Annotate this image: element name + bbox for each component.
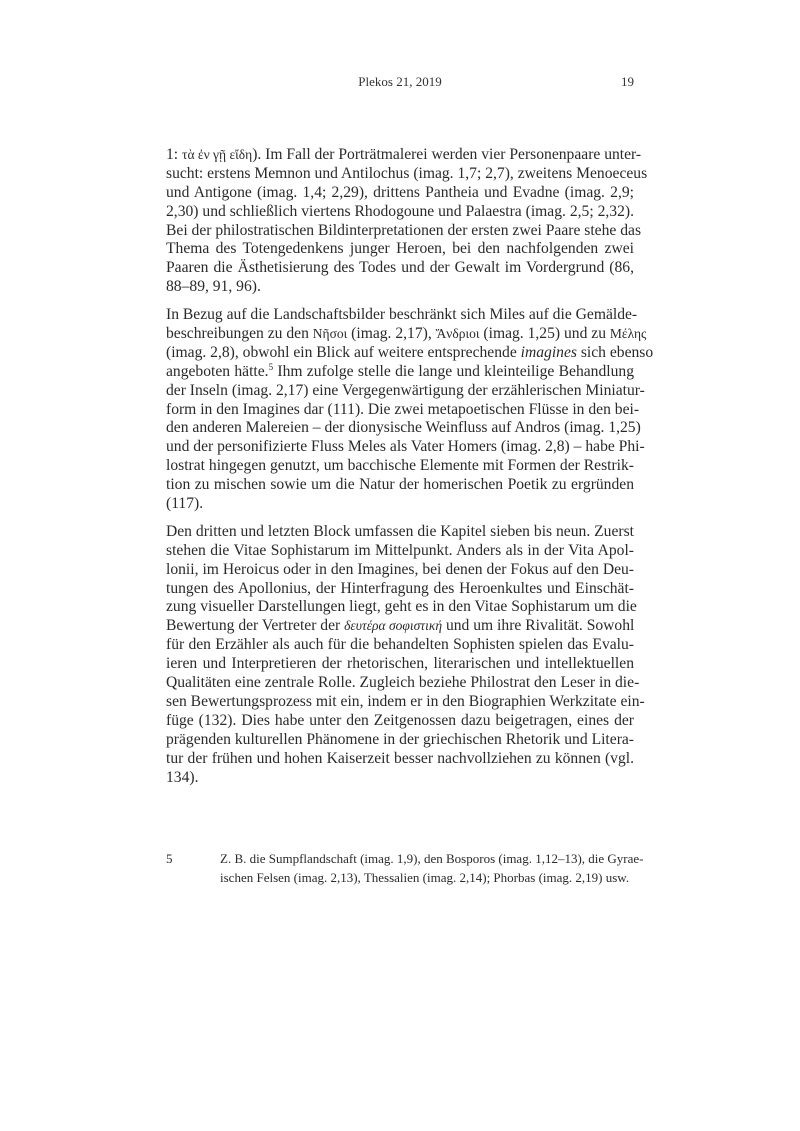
text-segment: Bewertung der Vertreter der [166,617,345,635]
text-line [166,542,634,561]
text-segment: den anderen Malereien – der dionysische Weinfluss auf Andros (imag. 1,25) [166,419,641,437]
text-segment: zung visueller Darstellungen liegt, geht es in den Vitae Sophistarum um die [166,598,637,616]
text-segment: Ihm zufolge stelle die lange und kleinteilige Behandlung [273,362,634,380]
text-segment: Bei der philostratischen Bildinterpretationen der ersten zwei Paare stehe das [166,221,642,239]
footnote-number: 5 [166,851,173,866]
text-segment: (117). [166,495,204,513]
text-line [166,495,634,514]
text-line [166,750,634,769]
text-line [166,655,634,674]
text-segment: (imag. 1,25) und zu [479,325,610,343]
text-segment: prägenden kulturellen Phänomene in der griechischen Rhetorik und Litera- [166,730,634,748]
text-line [166,203,634,222]
text-line [166,419,641,438]
text-line [166,146,642,165]
text-segment: 88–89, 91, 96). [166,278,261,296]
text-segment: Z. B. die Sumpflandschaft (imag. 1,9), den Bosporos (imag. 1,12–13), die Gyrae- [220,851,644,866]
text-line [166,221,642,241]
text-segment: und der personifizierte Fluss Meles als Vater Homers (imag. 2,8) – habe Phi- [166,438,645,456]
text-line [166,325,647,344]
text-line [166,259,634,278]
text-segment: ieren und Interpretieren der rhetorischen, literarischen und intellektuellen [166,655,634,673]
text-line [166,580,634,599]
text-segment: 1: [166,146,183,163]
greek-or-italic-text: Ἄνδριοι [435,326,480,342]
text-segment: 2,30) und schließlich viertens Rhodogoune und Palaestra (imag. 2,5; 2,32). [166,202,634,220]
text-line [166,692,645,712]
text-line [166,674,640,693]
text-line [166,523,634,542]
text-segment: (imag. 2,17), [347,325,436,343]
footnote [166,850,644,887]
text-segment: sucht: erstens Memnon und Antilochus (imag. 1,7; 2,7), zweitens Menoeceus [166,164,648,182]
footnote-ref: 5 [268,361,274,372]
text-line [166,712,634,731]
text-line [166,769,634,788]
text-segment: und um ihre Rivalität. Sowohl [442,617,635,635]
paragraph [166,522,645,787]
text-segment: lonii, im Heroicus oder in den Imagines, bei denen der Fokus auf den Deu- [166,560,634,578]
greek-or-italic-text: Νῆσοι [312,326,348,342]
greek-or-italic-text: δευτέρα σοφιστική [344,618,443,634]
paragraph [166,146,648,297]
text-line [166,164,648,184]
text-segment: sen Bewertungsprozess mit ein, indem er in den Biographien Werkzitate ein- [166,692,645,710]
text-segment: ). Im Fall der Porträtmalerei werden vier Personenpaare unter- [252,146,642,163]
text-segment: angeboten hätte. [166,362,269,380]
page-number: 19 [621,74,634,89]
text-segment: tur der frühen und hohen Kaiserzeit besser nachvollziehen zu können (vgl. [166,749,634,767]
greek-or-italic-text: Μέλης [609,326,647,342]
text-line [166,400,640,420]
text-line [166,363,634,382]
text-segment: der Inseln (imag. 2,17) eine Vergegenwärtigung der erzählerischen Miniatur- [166,381,645,399]
footnotes [166,850,644,887]
text-segment: Paaren die Ästhetisierung des Todes und der Gewalt im Vordergrund (86, [166,259,634,277]
text-line [166,240,634,259]
text-segment: beschreibungen zu den [166,325,313,343]
text-segment: Thema des Totengedenkens junger Heroen, bei den nachfolgenden zwei [166,240,634,258]
text-segment: Den dritten und letzten Block umfassen die Kapitel sieben bis neun. Zuerst [166,522,634,540]
text-segment: stehen die Vitae Sophistarum im Mittelpunkt. Anders als in der Vita Apol- [166,541,634,559]
text-line [166,343,654,363]
text-line [166,617,634,636]
body-text [166,146,654,796]
text-line [166,438,645,457]
text-segment: form in den Imagines dar (111). Die zwei metapoetischen Flüsse in den bei- [166,400,640,418]
text-line [166,731,634,750]
text-segment: Qualitäten eine zentrale Rolle. Zugleich beziehe Philostrat den Leser in die- [166,674,640,692]
text-line [166,636,634,655]
text-segment: 134). [166,768,199,786]
text-line [166,381,645,401]
text-segment: und Antigone (imag. 1,4; 2,29), drittens Pantheia und Evadne (imag. 2,9; [166,183,634,201]
text-line [166,457,634,476]
paragraph [166,306,654,514]
greek-or-italic-text: imagines [520,343,577,361]
text-segment: lostrat hingegen genutzt, um bacchische Elemente mit Formen der Restrik- [166,457,634,475]
text-line [166,476,634,495]
journal-title: Plekos 21, 2019 [358,74,442,89]
text-line [220,869,634,888]
text-segment: sich ebenso [576,343,654,361]
text-line [166,561,634,580]
text-segment: ischen Felsen (imag. 2,13), Thessalien (imag. 2,14); Phorbas (imag. 2,19) usw. [220,869,630,885]
text-line [166,306,638,325]
text-line [166,278,634,297]
text-segment: In Bezug auf die Landschaftsbilder beschränkt sich Miles auf die Gemälde- [166,306,638,324]
text-segment: (imag. 2,8), obwohl ein Blick auf weitere entsprechende [166,343,521,361]
text-segment: tungen des Apollonius, der Hinterfragung des Heroenkultes und Einschät- [166,579,634,597]
text-line [220,850,644,869]
text-line [166,184,634,203]
text-segment: tion zu mischen sowie um die Natur der homerischen Poetik zu ergründen [166,476,634,494]
text-line [166,598,637,617]
greek-or-italic-text: τὰ ἐν γῇ εἴδη [182,147,253,162]
text-segment: für den Erzähler als auch für die behandelten Sophisten spielen das Evalu- [166,636,634,654]
text-segment: füge (132). Dies habe unter den Zeitgenossen dazu beigetragen, eines der [166,711,634,729]
